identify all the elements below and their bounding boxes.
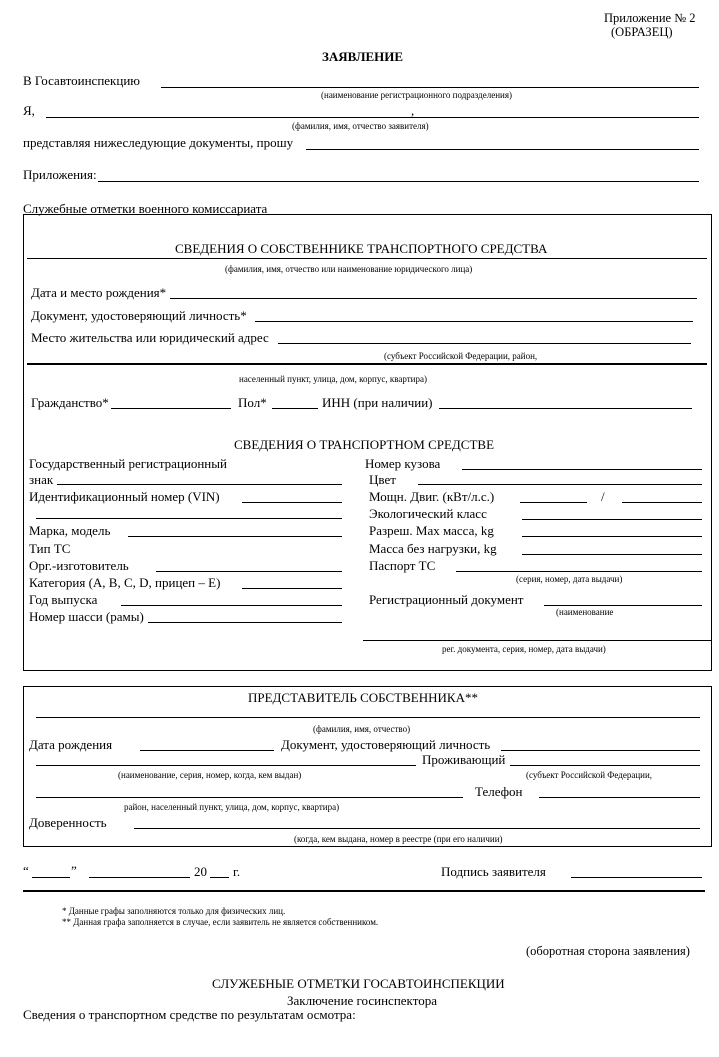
citizenship-label: Гражданство*: [31, 395, 109, 410]
vehicle-type-label: Тип ТС: [29, 541, 71, 556]
rep-proxy-field[interactable]: [134, 828, 700, 829]
owner-address-hint-2: населенный пункт, улица, дом, корпус, квартира): [239, 374, 427, 384]
category-label: Категория (А, В, С, D, прицеп – Е): [29, 575, 221, 590]
color-field[interactable]: [418, 484, 702, 485]
footnote-1: * Данные графы заполняются только для физических лиц.: [62, 906, 286, 916]
rep-birth-label: Дата рождения: [29, 737, 113, 752]
chassis-field[interactable]: [148, 622, 342, 623]
vin-label: Идентификационный номер (VIN): [29, 489, 220, 504]
passport-label: Паспорт ТС: [369, 558, 436, 573]
reg-doc-field[interactable]: [544, 605, 702, 606]
vin-field-2[interactable]: [36, 518, 342, 519]
date-year-prefix: 20: [194, 864, 207, 879]
date-month-field[interactable]: [89, 877, 190, 878]
engine-power-label: Мощн. Двиг. (кВт/л.с.): [369, 489, 495, 504]
manufacturer-label: Орг.-изготовитель: [29, 558, 129, 573]
applicant-label: Я,: [23, 103, 35, 118]
rep-address-field[interactable]: [36, 797, 463, 798]
reg-doc-field-2[interactable]: [363, 640, 712, 641]
sex-label: Пол*: [238, 395, 267, 410]
rep-phone-field[interactable]: [539, 797, 700, 798]
category-field[interactable]: [242, 588, 342, 589]
curb-mass-field[interactable]: [522, 554, 702, 555]
inn-field[interactable]: [439, 408, 692, 409]
owner-address-field[interactable]: [278, 343, 691, 344]
representative-name-field[interactable]: [36, 717, 700, 718]
rep-id-doc-field[interactable]: [501, 750, 700, 751]
attachments-field[interactable]: [98, 181, 699, 182]
year-field[interactable]: [121, 605, 342, 606]
applicant-hint: (фамилия, имя, отчество заявителя): [292, 121, 429, 131]
sex-field[interactable]: [272, 408, 318, 409]
owner-address-label: Место жительства или юридический адрес: [31, 330, 269, 345]
representative-box: [23, 686, 712, 847]
manufacturer-field[interactable]: [156, 571, 342, 572]
rep-phone-label: Телефон: [475, 784, 523, 799]
document-title: ЗАЯВЛЕНИЕ: [322, 49, 404, 64]
owner-id-doc-field[interactable]: [255, 321, 693, 322]
reg-doc-label: Регистрационный документ: [369, 592, 524, 607]
rep-residing-label: Проживающий: [422, 752, 506, 767]
date-year-suffix: г.: [233, 864, 241, 879]
eco-class-field[interactable]: [522, 519, 702, 520]
engine-power-separator: /: [601, 489, 605, 504]
section-divider: [23, 890, 705, 892]
request-label: представляя нижеследующие документы, прошу: [23, 135, 294, 150]
to-gai-field[interactable]: [161, 87, 699, 88]
vin-field[interactable]: [242, 502, 342, 503]
body-number-field[interactable]: [462, 469, 702, 470]
passport-field[interactable]: [456, 571, 702, 572]
inn-label: ИНН (при наличии): [322, 395, 433, 410]
chassis-label: Номер шасси (рамы): [29, 609, 144, 624]
max-mass-field[interactable]: [522, 536, 702, 537]
reg-doc-hint-1: (наименование: [556, 607, 614, 617]
citizenship-field[interactable]: [111, 408, 231, 409]
representative-heading: ПРЕДСТАВИТЕЛЬ СОБСТВЕННИКА**: [248, 690, 478, 705]
owner-address-hint-1: (субъект Российской Федерации, район,: [384, 351, 538, 361]
inspection-results-label: Сведения о транспортном средстве по результатам осмотра:: [23, 1007, 356, 1022]
inspector-conclusion-label: Заключение госинспектора: [287, 993, 437, 1008]
rep-addr-hint-2: район, населенный пункт, улица, дом, корпус, квартира): [124, 802, 340, 812]
reg-sign-label: Государственный регистрационный: [29, 456, 227, 471]
owner-name-hint: (фамилия, имя, отчество или наименование юридического лица): [225, 264, 473, 274]
date-quote-open: “: [23, 863, 29, 878]
color-label: Цвет: [369, 472, 396, 487]
body-number-label: Номер кузова: [365, 456, 441, 471]
date-quote-close: ”: [71, 863, 77, 878]
owner-birth-field[interactable]: [170, 298, 697, 299]
rep-birth-field[interactable]: [140, 750, 274, 751]
applicant-signature-field[interactable]: [571, 877, 702, 878]
owner-birth-label: Дата и место рождения*: [31, 285, 167, 300]
engine-power-kw-field[interactable]: [520, 502, 587, 503]
reverse-side-label: (оборотная сторона заявления): [526, 944, 690, 958]
eco-class-label: Экологический класс: [369, 506, 487, 521]
appendix-label: Приложение № 2: [604, 11, 696, 25]
to-gai-hint: (наименование регистрационного подразделения): [321, 90, 513, 100]
military-notes-label: Служебные отметки военного комиссариата: [23, 201, 268, 216]
reg-doc-hint-2: рег. документа, серия, номер, дата выдачи): [442, 644, 606, 654]
attachments-label: Приложения:: [23, 167, 97, 182]
rep-proxy-label: Доверенность: [29, 815, 107, 830]
reg-sign-field[interactable]: [57, 484, 342, 485]
date-year-field[interactable]: [210, 877, 229, 878]
sample-label: (ОБРАЗЕЦ): [611, 25, 673, 39]
owner-address-field-2[interactable]: [27, 363, 707, 365]
applicant-name-field[interactable]: [46, 117, 699, 118]
rep-id-doc-field-2[interactable]: [36, 765, 416, 766]
representative-name-hint: (фамилия, имя, отчество): [313, 724, 411, 734]
rep-residing-field[interactable]: [510, 765, 700, 766]
owner-heading: СВЕДЕНИЯ О СОБСТВЕННИКЕ ТРАНСПОРТНОГО СРЕДСТВА: [175, 241, 548, 256]
rep-id-doc-label: Документ, удостоверяющий личность: [281, 737, 491, 752]
vehicle-heading: СВЕДЕНИЯ О ТРАНСПОРТНОМ СРЕДСТВЕ: [234, 437, 495, 452]
to-gai-label: В Госавтоинспекцию: [23, 73, 140, 88]
engine-power-hp-field[interactable]: [622, 502, 702, 503]
passport-hint: (серия, номер, дата выдачи): [516, 574, 623, 584]
request-field[interactable]: [306, 149, 699, 150]
curb-mass-label: Масса без нагрузки, kg: [369, 541, 497, 556]
applicant-signature-label: Подпись заявителя: [441, 864, 546, 879]
owner-id-doc-label: Документ, удостоверяющий личность*: [31, 308, 247, 323]
footnote-2: ** Данная графа заполняется в случае, если заявитель не является собственником.: [62, 917, 379, 927]
rep-addr-hint-1: (субъект Российской Федерации,: [526, 770, 653, 780]
applicant-comma: ,: [411, 103, 415, 118]
owner-name-field[interactable]: [27, 258, 707, 259]
max-mass-label: Разреш. Мах масса, kg: [369, 523, 494, 538]
rep-proxy-hint: (когда, кем выдана, номер в реестре (при его наличии): [294, 834, 503, 844]
year-label: Год выпуска: [29, 592, 98, 607]
date-day-field[interactable]: [32, 877, 70, 878]
rep-doc-hint: (наименование, серия, номер, когда, кем выдан): [118, 770, 302, 780]
make-model-label: Марка, модель: [29, 523, 111, 538]
reg-sign-label-2: знак: [29, 472, 54, 487]
gai-notes-heading: СЛУЖЕБНЫЕ ОТМЕТКИ ГОСАВТОИНСПЕКЦИИ: [212, 976, 505, 991]
make-model-field[interactable]: [128, 536, 342, 537]
